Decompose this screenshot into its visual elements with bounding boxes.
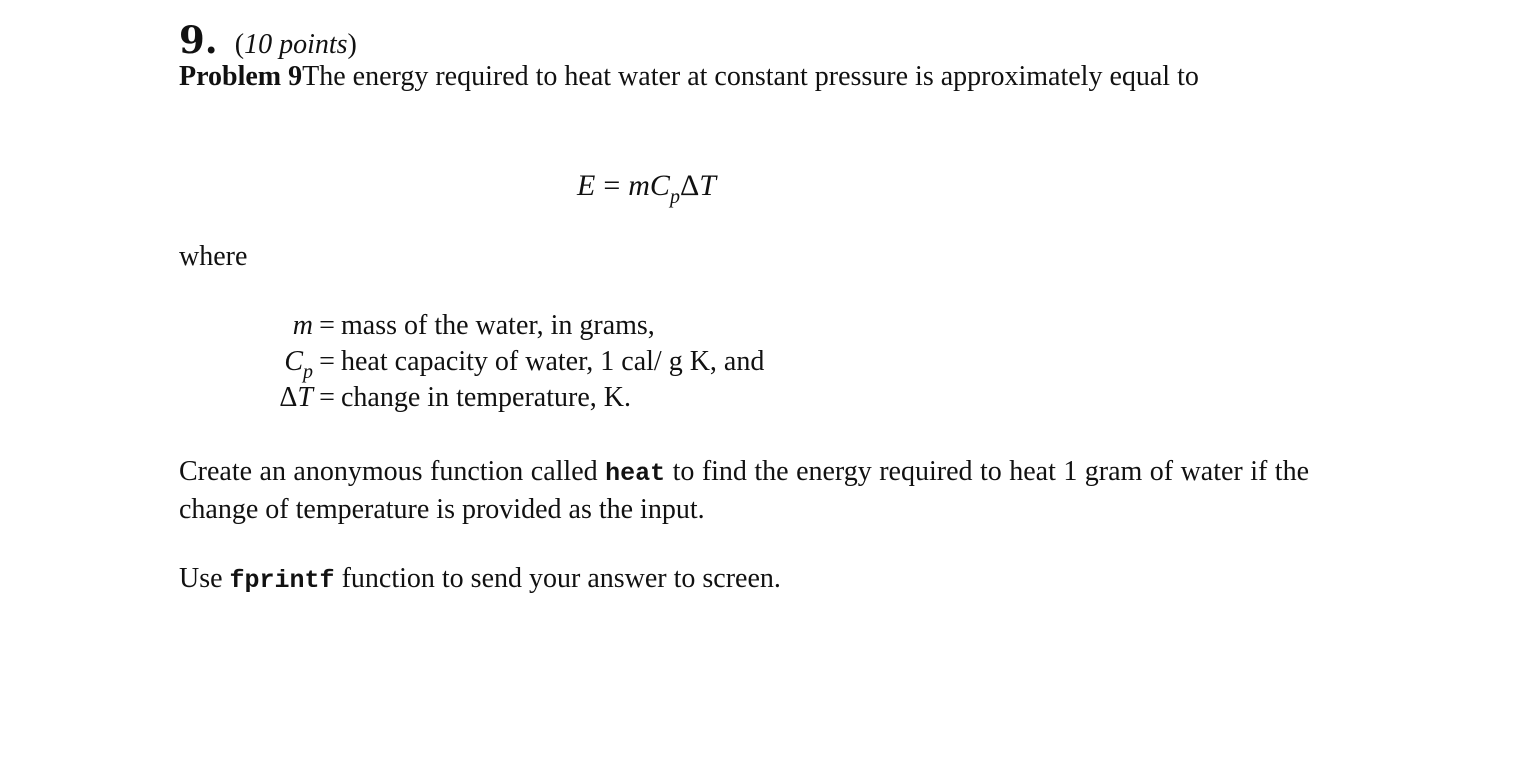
definition-equals: =: [319, 310, 335, 341]
definition-symbol: [265, 310, 313, 342]
definition-equals: =: [319, 346, 335, 377]
equation-equals: =: [603, 169, 621, 202]
task-text-start: Create an anonymous function called: [179, 456, 606, 487]
task-text-end: to find the energy required to heat 1 gram of water if the change of temperature is provided as the input.: [179, 456, 1309, 525]
energy-equation: [577, 169, 716, 208]
definition-variable: T: [297, 382, 313, 413]
definition-text: heat capacity of water, 1 cal/ g K, and: [341, 346, 765, 377]
task-code-heat: heat: [605, 459, 666, 488]
points-open-paren: (: [234, 29, 245, 60]
question-heading: [179, 18, 357, 62]
question-number: 9.: [179, 18, 218, 62]
problem-intro: [179, 59, 1309, 95]
problem-label: Problem 9: [179, 61, 303, 92]
equation-temperature: T: [699, 169, 716, 202]
definition-subscript: p: [303, 361, 313, 383]
instruction-paragraph: [179, 561, 1309, 599]
question-points: [235, 29, 357, 60]
points-text: 10 points: [244, 29, 348, 60]
equation-subscript-p: p: [669, 186, 680, 208]
equation-heat-capacity: C: [649, 169, 670, 202]
instruction-text-end: function to send your answer to screen.: [334, 563, 781, 594]
definition-row: [265, 310, 764, 346]
problem-intro-text: The energy required to heat water at constant pressure is approximately equal to: [302, 61, 1199, 92]
definition-symbol: [265, 346, 313, 383]
equation-lhs: E: [577, 169, 596, 202]
definition-symbol: [265, 382, 313, 414]
definition-row: [265, 382, 764, 418]
definition-equals: =: [319, 382, 335, 413]
definition-text: change in temperature, K.: [341, 382, 631, 413]
points-close-paren: ): [347, 29, 357, 60]
definition-variable: C: [284, 346, 303, 377]
definition-text: mass of the water, in grams,: [341, 310, 655, 341]
where-label: where: [179, 241, 248, 272]
task-paragraph: [179, 454, 1309, 528]
definition-variable: m: [292, 310, 313, 341]
variable-definitions: [265, 310, 764, 418]
definition-row: [265, 346, 764, 382]
equation-delta: Δ: [679, 169, 700, 202]
equation-mass: m: [628, 169, 650, 202]
instruction-text-start: Use: [179, 563, 230, 594]
instruction-code-fprintf: fprintf: [229, 566, 335, 595]
definition-prefix: Δ: [279, 382, 298, 413]
